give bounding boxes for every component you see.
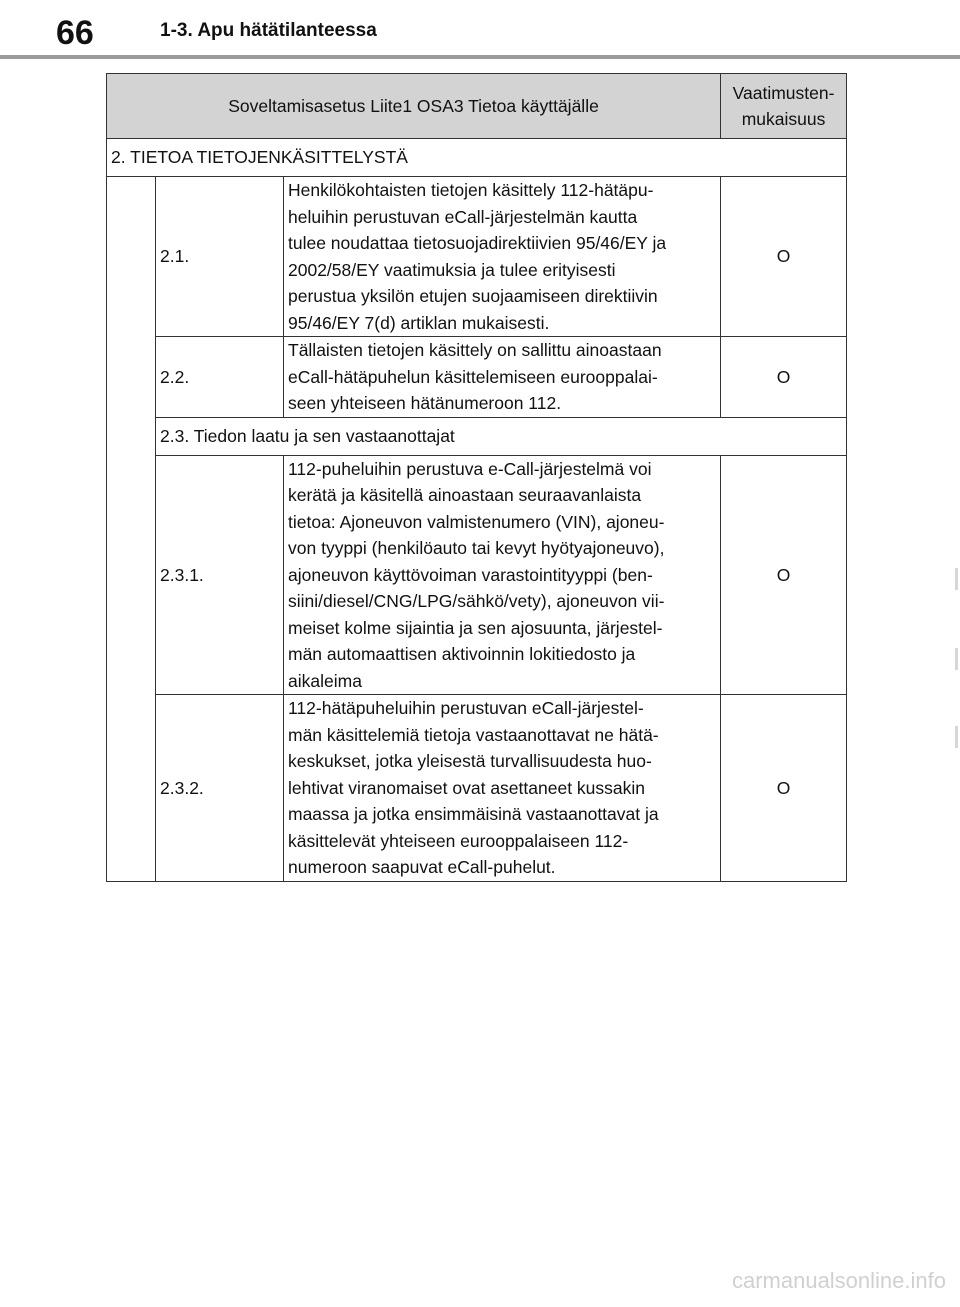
header-divider — [0, 55, 960, 59]
page-header — [0, 0, 960, 62]
watermark: carmanualsonline.info — [731, 1268, 946, 1293]
regulation-table — [106, 73, 847, 882]
subheading: 2.3. Tiedon laatu ja sen vastaanottajat — [156, 417, 847, 455]
row-text-content: Tällaisten tietojen käsittely on sallittu ainoastaan eCall-hätäpuhelun käsittelemiseen eurooppalai- seen yhteiseen hätänumeroon 112. — [288, 340, 662, 413]
page-number: 66 — [56, 14, 94, 52]
section-heading: 2. TIETOA TIETOJENKÄSITTELYSTÄ — [107, 139, 847, 177]
row-number: 2.2. — [156, 337, 284, 418]
margin-mark — [955, 726, 958, 748]
compliance-column-header — [721, 74, 847, 139]
row-text — [284, 337, 721, 418]
compliance-header-text: Vaatimusten- mukaisuus — [732, 83, 835, 129]
section-row — [107, 139, 847, 177]
row-compliance: O — [721, 337, 847, 418]
section-title: 1-3. Apu hätätilanteessa — [160, 20, 377, 41]
row-text-content: 112-puheluihin perustuva e-Call-järjestelmä voi kerätä ja käsitellä ainoastaan seuraavanlaista tietoa: Ajoneuvon valmistenumero (VIN), ajoneu- von tyyppi (henkilöauto tai kevyt hyötyajoneuvo), ajoneuvon käyttövoiman varastointityyppi (ben- siini/diesel/CNG/LPG/sähkö/vety), ajoneuvon vii- meiset kolme sijaintia ja sen ajosuunta, järjestel- män automaattisen aktivoinnin lokitiedosto ja aikaleima — [288, 458, 665, 691]
table-row — [107, 695, 847, 882]
table-header-row — [107, 74, 847, 139]
row-text-content: 112-hätäpuheluihin perustuvan eCall-järjestel- män käsittelemiä tietoja vastaanottavat ne hätä- keskukset, jotka yleisestä turvallisuudesta huo- lehtivat viranomaiset ovat asettaneet kussakin maassa ja jotka ensimmäisinä vastaanottavat ja käsittelevät yhteiseen eurooppalaiseen 112- numeroon saapuvat eCall-puhelut. — [288, 698, 659, 877]
row-text-content: Henkilökohtaisten tietojen käsittely 112-hätäpu- heluihin perustuvan eCall-järjestelmän kautta tulee noudattaa tietosuojadirektiivien 95/46/EY ja 2002/58/EY vaatimuksia ja tulee erityisesti perustua yksilön etujen suojaamiseen direktiivin 95/46/EY 7(d) artiklan mukaisesti. — [288, 180, 667, 333]
row-number: 2.1. — [156, 177, 284, 337]
regulation-column-header: Soveltamisasetus Liite1 OSA3 Tietoa käyttäjälle — [107, 74, 721, 139]
row-number: 2.3.1. — [156, 455, 284, 695]
row-compliance: O — [721, 455, 847, 695]
row-number: 2.3.2. — [156, 695, 284, 882]
table-row — [107, 455, 847, 695]
subheading-row — [107, 417, 847, 455]
margin-mark — [955, 648, 958, 670]
table-row — [107, 177, 847, 337]
row-text — [284, 177, 721, 337]
indent-cell — [107, 177, 156, 882]
table-row — [107, 337, 847, 418]
row-compliance: O — [721, 177, 847, 337]
row-text — [284, 695, 721, 882]
margin-mark — [955, 568, 958, 590]
row-text — [284, 455, 721, 695]
row-compliance: O — [721, 695, 847, 882]
